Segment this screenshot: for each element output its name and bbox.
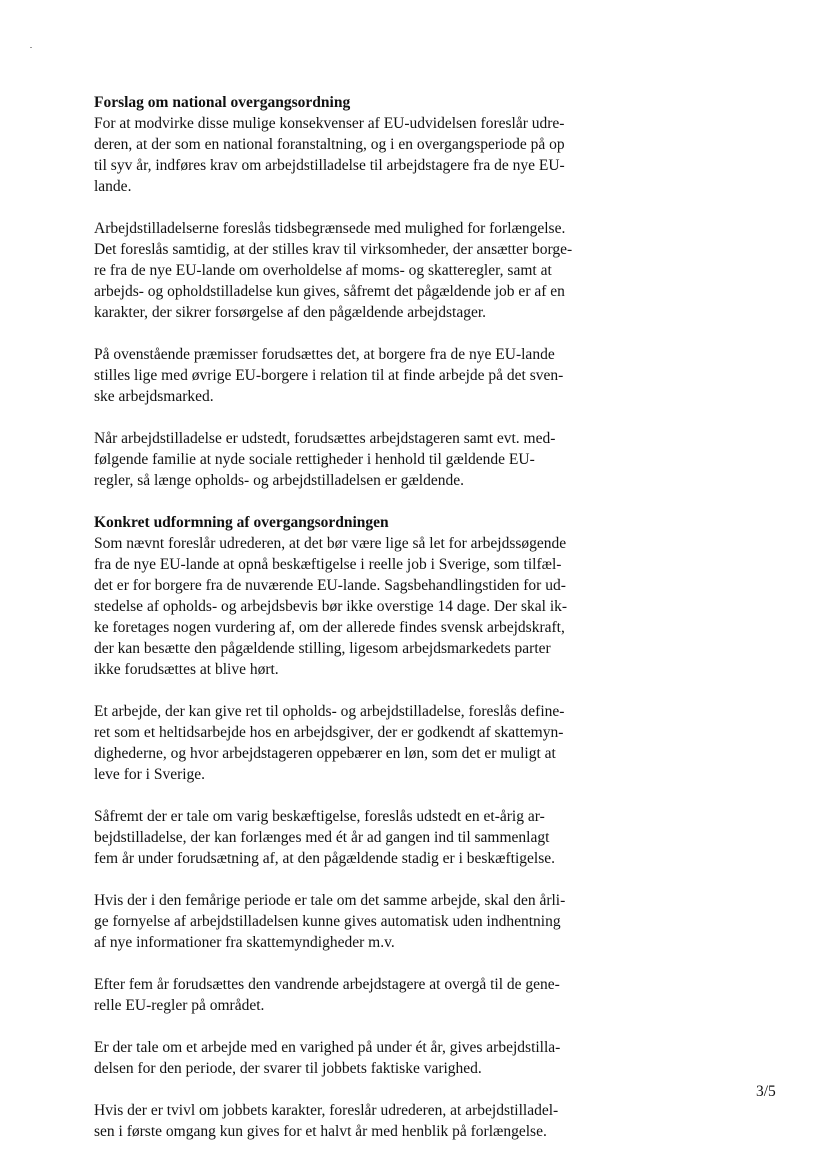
text-line: der kan besætte den pågældende stilling, ligesom arbejdsmarkedets parter [94, 640, 551, 657]
paragraph [94, 1100, 634, 1142]
text-line: delsen for den periode, der svarer til jobbets faktiske varighed. [94, 1060, 482, 1077]
text-line: Arbejdstilladelserne foreslås tidsbegrænsede med mulighed for forlængelse. [94, 220, 566, 237]
text-line: ge fornyelse af arbejdstilladelsen kunne gives automatisk uden indhentning [94, 913, 561, 930]
text-line: ke foretages nogen vurdering af, om der allerede findes svensk arbejdskraft, [94, 619, 565, 636]
text-line: bejdstilladelse, der kan forlænges med ét år ad gangen ind til sammenlagt [94, 829, 550, 846]
paragraph [94, 701, 634, 785]
text-line: Er der tale om et arbejde med en varighed på under ét år, gives arbejdstilla- [94, 1039, 561, 1056]
paragraph [94, 533, 634, 680]
text-line: På ovenstående præmisser forudsættes det, at borgere fra de nye EU-lande [94, 346, 555, 363]
section-heading: Forslag om national overgangsordning [94, 94, 351, 111]
paragraph [94, 974, 634, 1016]
text-line: Når arbejdstilladelse er udstedt, forudsættes arbejdstageren samt evt. med- [94, 430, 556, 447]
paragraph [94, 806, 634, 869]
text-line: relle EU-regler på området. [94, 997, 265, 1014]
text-line: For at modvirke disse mulige konsekvenser af EU-udvidelsen foreslår udre- [94, 115, 565, 132]
text-line: deren, at der som en national foranstaltning, og i en overgangsperiode på op [94, 136, 565, 153]
text-line: dighederne, og hvor arbejdstageren oppebærer en løn, som det er muligt at [94, 745, 556, 762]
paragraph [94, 890, 634, 953]
text-line: Det foreslås samtidig, at der stilles krav til virksomheder, der ansætter borge- [94, 241, 573, 258]
paragraph [94, 344, 634, 407]
text-line: re fra de nye EU-lande om overholdelse af moms- og skatteregler, samt at [94, 262, 552, 279]
text-line: Efter fem år forudsættes den vandrende arbejdstagere at overgå til de gene- [94, 976, 560, 993]
text-line: karakter, der sikrer forsørgelse af den pågældende arbejdstager. [94, 304, 487, 321]
text-line: fem år under forudsætning af, at den pågældende stadig er i beskæftigelse. [94, 850, 555, 867]
text-line: regler, så længe opholds- og arbejdstilladelsen er gældende. [94, 472, 464, 489]
text-line: Som nævnt foreslår udrederen, at det bør være lige så let for arbejdssøgende [94, 535, 567, 552]
text-line: Såfremt der er tale om varig beskæftigelse, foreslås udstedt en et-årig ar- [94, 808, 545, 825]
text-line: leve for i Sverige. [94, 766, 206, 783]
text-line: Hvis der er tvivl om jobbets karakter, foreslår udrederen, at arbejdstilladel- [94, 1102, 559, 1119]
text-line: sen i første omgang kun gives for et halvt år med henblik på forlængelse. [94, 1123, 547, 1140]
paragraph [94, 218, 634, 323]
text-line: ikke forudsættes at blive hørt. [94, 661, 279, 678]
scan-speck [30, 47, 32, 48]
text-line: Hvis der i den femårige periode er tale om det samme arbejde, skal den årli- [94, 892, 566, 909]
text-line: følgende familie at nyde sociale rettigheder i henhold til gældende EU- [94, 451, 535, 468]
text-line: arbejds- og opholdstilladelse kun gives, såfremt det pågældende job er af en [94, 283, 565, 300]
text-line: lande. [94, 178, 132, 195]
paragraph [94, 428, 634, 491]
page-number: 3/5 [756, 1083, 776, 1100]
text-line: til syv år, indføres krav om arbejdstilladelse til arbejdstagere fra de nye EU- [94, 157, 565, 174]
text-line: ret som et heltidsarbejde hos en arbejdsgiver, der er godkendt af skattemyn- [94, 724, 564, 741]
text-line: Et arbejde, der kan give ret til opholds- og arbejdstilladelse, foreslås define- [94, 703, 565, 720]
section-heading: Konkret udformning af overgangsordningen [94, 514, 389, 531]
document-body [94, 92, 634, 1142]
paragraph [94, 113, 634, 197]
text-line: ske arbejdsmarked. [94, 388, 214, 405]
text-line: fra de nye EU-lande at opnå beskæftigelse i reelle job i Sverige, som tilfæl- [94, 556, 562, 573]
text-line: stedelse af opholds- og arbejdsbevis bør ikke overstige 14 dage. Der skal ik- [94, 598, 568, 615]
paragraph [94, 1037, 634, 1079]
text-line: stilles lige med øvrige EU-borgere i relation til at finde arbejde på det sven- [94, 367, 564, 384]
text-line: det er for borgere fra de nuværende EU-lande. Sagsbehandlingstiden for ud- [94, 577, 566, 594]
text-line: af nye informationer fra skattemyndigheder m.v. [94, 934, 395, 951]
